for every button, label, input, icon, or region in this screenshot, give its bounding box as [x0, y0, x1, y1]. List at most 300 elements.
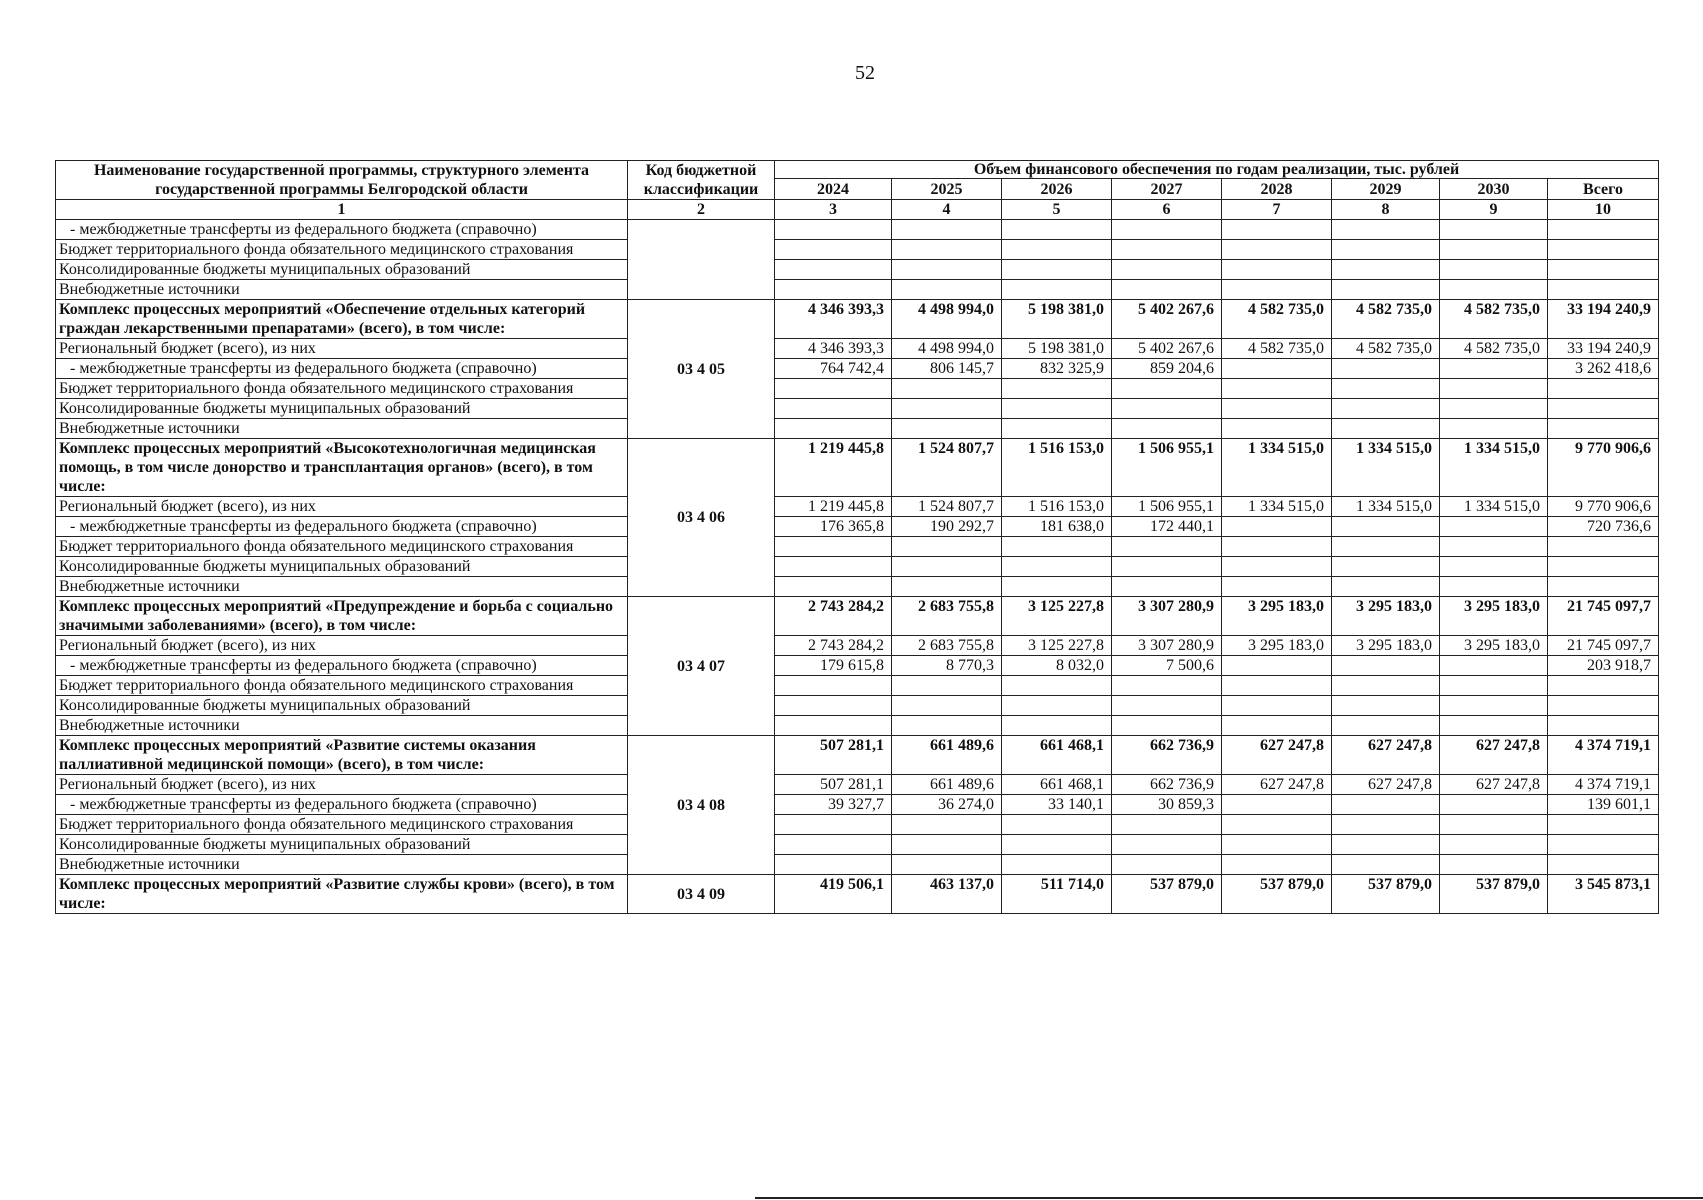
- value-cell: [1222, 557, 1332, 577]
- value-cell: [1332, 280, 1440, 300]
- value-cell: 1 334 515,0: [1222, 497, 1332, 517]
- value-cell: [1222, 716, 1332, 736]
- header-total: Всего: [1548, 179, 1659, 200]
- row-name: - межбюджетные трансферты из федерального бюджета (справочно): [56, 220, 628, 240]
- value-cell: [892, 815, 1002, 835]
- value-cell: 537 879,0: [1440, 875, 1548, 914]
- value-cell: [1002, 855, 1112, 875]
- value-cell: 1 334 515,0: [1440, 497, 1548, 517]
- table-row-program: [56, 439, 1659, 497]
- value-cell: 5 402 267,6: [1112, 300, 1222, 339]
- value-cell: [1112, 696, 1222, 716]
- value-cell: 661 468,1: [1002, 736, 1112, 775]
- table-header: [56, 161, 1659, 220]
- total-cell: 4 374 719,1: [1548, 736, 1659, 775]
- header-year: 2027: [1112, 179, 1222, 200]
- table-row: [56, 359, 1659, 379]
- value-cell: 5 402 267,6: [1112, 339, 1222, 359]
- row-name: Комплекс процессных мероприятий «Развитие системы оказания паллиативной медицинской помощи» (всего), в том числе:: [56, 736, 628, 775]
- value-cell: 661 468,1: [1002, 775, 1112, 795]
- value-cell: 3 295 183,0: [1332, 597, 1440, 636]
- table-row: [56, 577, 1659, 597]
- value-cell: 4 498 994,0: [892, 339, 1002, 359]
- value-cell: [1002, 379, 1112, 399]
- value-cell: [1332, 557, 1440, 577]
- column-number: 9: [1440, 200, 1548, 220]
- value-cell: [1440, 399, 1548, 419]
- header-volume: Объем финансового обеспечения по годам реализации, тыс. рублей: [775, 161, 1659, 179]
- total-cell: 203 918,7: [1548, 656, 1659, 676]
- value-cell: [1222, 577, 1332, 597]
- value-cell: [1222, 835, 1332, 855]
- row-name: Бюджет территориального фонда обязательного медицинского страхования: [56, 676, 628, 696]
- value-cell: 4 582 735,0: [1332, 300, 1440, 339]
- column-number: 7: [1222, 200, 1332, 220]
- budget-code: 03 4 09: [628, 875, 775, 914]
- value-cell: [1002, 835, 1112, 855]
- total-cell: [1548, 379, 1659, 399]
- total-cell: [1548, 240, 1659, 260]
- value-cell: [1440, 557, 1548, 577]
- value-cell: [1440, 220, 1548, 240]
- table-row: [56, 815, 1659, 835]
- value-cell: [892, 855, 1002, 875]
- value-cell: 190 292,7: [892, 517, 1002, 537]
- value-cell: 3 307 280,9: [1112, 597, 1222, 636]
- value-cell: 8 770,3: [892, 656, 1002, 676]
- row-name: Бюджет территориального фонда обязательного медицинского страхования: [56, 537, 628, 557]
- row-name: Бюджет территориального фонда обязательного медицинского страхования: [56, 240, 628, 260]
- column-number: 8: [1332, 200, 1440, 220]
- value-cell: [1440, 815, 1548, 835]
- row-name: Консолидированные бюджеты муниципальных образований: [56, 835, 628, 855]
- value-cell: [1222, 260, 1332, 280]
- value-cell: 627 247,8: [1440, 736, 1548, 775]
- table-row: [56, 696, 1659, 716]
- total-cell: [1548, 557, 1659, 577]
- column-number: 6: [1112, 200, 1222, 220]
- value-cell: 1 516 153,0: [1002, 439, 1112, 497]
- value-cell: [892, 716, 1002, 736]
- value-cell: [1002, 696, 1112, 716]
- value-cell: 537 879,0: [1222, 875, 1332, 914]
- total-cell: [1548, 577, 1659, 597]
- table-row: [56, 676, 1659, 696]
- table-row: [56, 379, 1659, 399]
- total-cell: [1548, 676, 1659, 696]
- value-cell: 4 582 735,0: [1332, 339, 1440, 359]
- table-row: [56, 497, 1659, 517]
- value-cell: [775, 537, 892, 557]
- value-cell: [1222, 280, 1332, 300]
- value-cell: 627 247,8: [1222, 775, 1332, 795]
- value-cell: [1222, 240, 1332, 260]
- budget-code: 03 4 06: [628, 439, 775, 597]
- value-cell: [1332, 517, 1440, 537]
- total-cell: [1548, 855, 1659, 875]
- row-name: Внебюджетные источники: [56, 280, 628, 300]
- value-cell: 463 137,0: [892, 875, 1002, 914]
- total-cell: 21 745 097,7: [1548, 636, 1659, 656]
- row-name: Консолидированные бюджеты муниципальных образований: [56, 399, 628, 419]
- value-cell: [775, 855, 892, 875]
- value-cell: 764 742,4: [775, 359, 892, 379]
- value-cell: [1002, 577, 1112, 597]
- value-cell: 4 498 994,0: [892, 300, 1002, 339]
- table-row: [56, 775, 1659, 795]
- value-cell: 537 879,0: [1112, 875, 1222, 914]
- header-code: Код бюджетной классификации: [628, 161, 775, 200]
- table-row: [56, 716, 1659, 736]
- value-cell: [1222, 676, 1332, 696]
- value-cell: 3 295 183,0: [1222, 597, 1332, 636]
- value-cell: [1002, 815, 1112, 835]
- value-cell: [1332, 240, 1440, 260]
- total-cell: 139 601,1: [1548, 795, 1659, 815]
- value-cell: [775, 419, 892, 439]
- value-cell: [1112, 855, 1222, 875]
- value-cell: 7 500,6: [1112, 656, 1222, 676]
- total-cell: [1548, 220, 1659, 240]
- value-cell: 806 145,7: [892, 359, 1002, 379]
- value-cell: [775, 696, 892, 716]
- value-cell: [892, 379, 1002, 399]
- column-number: 10: [1548, 200, 1659, 220]
- value-cell: [1002, 676, 1112, 696]
- table-row: [56, 260, 1659, 280]
- value-cell: [1002, 280, 1112, 300]
- value-cell: 511 714,0: [1002, 875, 1112, 914]
- value-cell: [1332, 835, 1440, 855]
- row-name: Комплекс процессных мероприятий «Высокотехнологичная медицинская помощь, в том числе донорство и трансплантация органов» (всего), в том числе:: [56, 439, 628, 497]
- value-cell: [1002, 716, 1112, 736]
- value-cell: 1 334 515,0: [1332, 497, 1440, 517]
- total-cell: [1548, 399, 1659, 419]
- value-cell: [1440, 855, 1548, 875]
- row-name: Комплекс процессных мероприятий «Развитие службы крови» (всего), в том числе:: [56, 875, 628, 914]
- value-cell: 2 743 284,2: [775, 597, 892, 636]
- header-year: 2028: [1222, 179, 1332, 200]
- value-cell: [1222, 795, 1332, 815]
- total-cell: [1548, 696, 1659, 716]
- value-cell: 1 524 807,7: [892, 439, 1002, 497]
- value-cell: [892, 577, 1002, 597]
- value-cell: [1112, 557, 1222, 577]
- value-cell: 4 582 735,0: [1440, 339, 1548, 359]
- value-cell: [775, 557, 892, 577]
- value-cell: [892, 537, 1002, 557]
- value-cell: 662 736,9: [1112, 775, 1222, 795]
- value-cell: [1002, 537, 1112, 557]
- value-cell: [1222, 656, 1332, 676]
- row-name: - межбюджетные трансферты из федерального бюджета (справочно): [56, 517, 628, 537]
- table-row: [56, 795, 1659, 815]
- value-cell: [1332, 577, 1440, 597]
- value-cell: [775, 220, 892, 240]
- value-cell: 33 140,1: [1002, 795, 1112, 815]
- value-cell: 3 307 280,9: [1112, 636, 1222, 656]
- value-cell: 181 638,0: [1002, 517, 1112, 537]
- value-cell: [1440, 676, 1548, 696]
- value-cell: [1332, 379, 1440, 399]
- value-cell: 4 582 735,0: [1440, 300, 1548, 339]
- row-name: Внебюджетные источники: [56, 577, 628, 597]
- value-cell: [1002, 399, 1112, 419]
- value-cell: 627 247,8: [1440, 775, 1548, 795]
- total-cell: [1548, 537, 1659, 557]
- value-cell: [892, 419, 1002, 439]
- column-number: 4: [892, 200, 1002, 220]
- value-cell: [1332, 656, 1440, 676]
- value-cell: [892, 676, 1002, 696]
- value-cell: 3 295 183,0: [1222, 636, 1332, 656]
- value-cell: [1440, 240, 1548, 260]
- value-cell: [1440, 537, 1548, 557]
- value-cell: 3 125 227,8: [1002, 597, 1112, 636]
- table-row: [56, 339, 1659, 359]
- value-cell: 5 198 381,0: [1002, 339, 1112, 359]
- value-cell: 1 506 955,1: [1112, 497, 1222, 517]
- table-row-program: [56, 597, 1659, 636]
- value-cell: [892, 220, 1002, 240]
- row-name: Консолидированные бюджеты муниципальных образований: [56, 557, 628, 577]
- value-cell: 661 489,6: [892, 736, 1002, 775]
- value-cell: 627 247,8: [1332, 775, 1440, 795]
- total-cell: 3 262 418,6: [1548, 359, 1659, 379]
- table-row: [56, 517, 1659, 537]
- value-cell: [1222, 399, 1332, 419]
- value-cell: [1440, 379, 1548, 399]
- budget-code: 03 4 05: [628, 300, 775, 439]
- row-name: Внебюджетные источники: [56, 419, 628, 439]
- value-cell: [1440, 696, 1548, 716]
- page-number: 52: [855, 62, 875, 84]
- header-year: 2026: [1002, 179, 1112, 200]
- total-cell: [1548, 260, 1659, 280]
- value-cell: [1332, 716, 1440, 736]
- value-cell: 1 334 515,0: [1222, 439, 1332, 497]
- value-cell: [1222, 419, 1332, 439]
- value-cell: [892, 280, 1002, 300]
- budget-code: 03 4 07: [628, 597, 775, 736]
- header-year: 2025: [892, 179, 1002, 200]
- table-row-program: [56, 736, 1659, 775]
- value-cell: 507 281,1: [775, 775, 892, 795]
- value-cell: [1440, 577, 1548, 597]
- value-cell: [1332, 855, 1440, 875]
- value-cell: [1440, 835, 1548, 855]
- value-cell: 627 247,8: [1332, 736, 1440, 775]
- value-cell: 3 295 183,0: [1332, 636, 1440, 656]
- value-cell: [892, 696, 1002, 716]
- row-name: - межбюджетные трансферты из федерального бюджета (справочно): [56, 795, 628, 815]
- value-cell: [1002, 260, 1112, 280]
- value-cell: 39 327,7: [775, 795, 892, 815]
- value-cell: [1440, 716, 1548, 736]
- column-number: 3: [775, 200, 892, 220]
- value-cell: 2 683 755,8: [892, 597, 1002, 636]
- value-cell: [1002, 240, 1112, 260]
- table-body: [56, 220, 1659, 914]
- value-cell: 537 879,0: [1332, 875, 1440, 914]
- column-number: 2: [628, 200, 775, 220]
- total-cell: 9 770 906,6: [1548, 497, 1659, 517]
- header-year: 2029: [1332, 179, 1440, 200]
- value-cell: [1112, 260, 1222, 280]
- table-row: [56, 280, 1659, 300]
- value-cell: [775, 716, 892, 736]
- value-cell: [892, 557, 1002, 577]
- value-cell: [1112, 537, 1222, 557]
- value-cell: 662 736,9: [1112, 736, 1222, 775]
- value-cell: 1 516 153,0: [1002, 497, 1112, 517]
- row-name: Внебюджетные источники: [56, 855, 628, 875]
- value-cell: [1332, 696, 1440, 716]
- table-row: [56, 240, 1659, 260]
- table-row: [56, 537, 1659, 557]
- budget-table-container: [55, 160, 1658, 914]
- value-cell: 1 219 445,8: [775, 439, 892, 497]
- value-cell: [1332, 815, 1440, 835]
- value-cell: [1222, 359, 1332, 379]
- value-cell: 2 743 284,2: [775, 636, 892, 656]
- value-cell: [1440, 419, 1548, 439]
- value-cell: [1112, 419, 1222, 439]
- value-cell: [1112, 280, 1222, 300]
- value-cell: [1222, 220, 1332, 240]
- value-cell: [1112, 835, 1222, 855]
- total-cell: 3 545 873,1: [1548, 875, 1659, 914]
- value-cell: [1440, 656, 1548, 676]
- table-row: [56, 835, 1659, 855]
- value-cell: [1002, 557, 1112, 577]
- budget-code: [628, 220, 775, 300]
- value-cell: [1112, 815, 1222, 835]
- value-cell: [892, 835, 1002, 855]
- value-cell: 5 198 381,0: [1002, 300, 1112, 339]
- total-cell: 9 770 906,6: [1548, 439, 1659, 497]
- value-cell: 661 489,6: [892, 775, 1002, 795]
- total-cell: [1548, 716, 1659, 736]
- row-name: Региональный бюджет (всего), из них: [56, 339, 628, 359]
- value-cell: [892, 260, 1002, 280]
- row-name: Бюджет территориального фонда обязательного медицинского страхования: [56, 379, 628, 399]
- value-cell: [1222, 855, 1332, 875]
- value-cell: [1112, 220, 1222, 240]
- value-cell: 1 334 515,0: [1440, 439, 1548, 497]
- value-cell: 4 346 393,3: [775, 339, 892, 359]
- row-name: Региональный бюджет (всего), из них: [56, 775, 628, 795]
- total-cell: 21 745 097,7: [1548, 597, 1659, 636]
- table-row: [56, 419, 1659, 439]
- row-name: Комплекс процессных мероприятий «Предупреждение и борьба с социально значимыми заболеваниями» (всего), в том числе:: [56, 597, 628, 636]
- value-cell: [1332, 220, 1440, 240]
- value-cell: 3 295 183,0: [1440, 597, 1548, 636]
- table-row: [56, 656, 1659, 676]
- value-cell: [1222, 537, 1332, 557]
- row-name: - межбюджетные трансферты из федерального бюджета (справочно): [56, 656, 628, 676]
- total-cell: 720 736,6: [1548, 517, 1659, 537]
- value-cell: [1332, 419, 1440, 439]
- total-cell: 4 374 719,1: [1548, 775, 1659, 795]
- value-cell: 1 524 807,7: [892, 497, 1002, 517]
- value-cell: [775, 835, 892, 855]
- value-cell: [1222, 517, 1332, 537]
- column-numbers-row: [56, 200, 1659, 220]
- total-cell: [1548, 419, 1659, 439]
- value-cell: [1440, 517, 1548, 537]
- total-cell: 33 194 240,9: [1548, 300, 1659, 339]
- value-cell: [1332, 537, 1440, 557]
- value-cell: 859 204,6: [1112, 359, 1222, 379]
- row-name: Региональный бюджет (всего), из них: [56, 636, 628, 656]
- value-cell: [892, 399, 1002, 419]
- value-cell: [1112, 240, 1222, 260]
- header-name: Наименование государственной программы, структурного элемента государственной программы Белгородской области: [56, 161, 628, 200]
- value-cell: 36 274,0: [892, 795, 1002, 815]
- budget-code: 03 4 08: [628, 736, 775, 875]
- table-row: [56, 557, 1659, 577]
- row-name: Внебюджетные источники: [56, 716, 628, 736]
- value-cell: [1440, 260, 1548, 280]
- value-cell: 4 582 735,0: [1222, 300, 1332, 339]
- value-cell: [775, 379, 892, 399]
- value-cell: [1332, 676, 1440, 696]
- value-cell: [775, 399, 892, 419]
- row-name: Региональный бюджет (всего), из них: [56, 497, 628, 517]
- table-row-program: [56, 875, 1659, 914]
- value-cell: 3 125 227,8: [1002, 636, 1112, 656]
- value-cell: 832 325,9: [1002, 359, 1112, 379]
- value-cell: 1 334 515,0: [1332, 439, 1440, 497]
- budget-table: [55, 160, 1659, 914]
- table-row: [56, 220, 1659, 240]
- table-row: [56, 636, 1659, 656]
- column-number: 5: [1002, 200, 1112, 220]
- row-name: Бюджет территориального фонда обязательного медицинского страхования: [56, 815, 628, 835]
- value-cell: [1332, 399, 1440, 419]
- value-cell: 4 346 393,3: [775, 300, 892, 339]
- total-cell: [1548, 280, 1659, 300]
- row-name: Консолидированные бюджеты муниципальных образований: [56, 260, 628, 280]
- value-cell: [775, 280, 892, 300]
- value-cell: [1112, 577, 1222, 597]
- table-row: [56, 855, 1659, 875]
- value-cell: [1112, 716, 1222, 736]
- value-cell: [1002, 220, 1112, 240]
- value-cell: 1 506 955,1: [1112, 439, 1222, 497]
- value-cell: 172 440,1: [1112, 517, 1222, 537]
- value-cell: [1440, 359, 1548, 379]
- value-cell: 2 683 755,8: [892, 636, 1002, 656]
- value-cell: 3 295 183,0: [1440, 636, 1548, 656]
- header-year: 2024: [775, 179, 892, 200]
- value-cell: [1112, 676, 1222, 696]
- value-cell: [1440, 795, 1548, 815]
- row-name: - межбюджетные трансферты из федерального бюджета (справочно): [56, 359, 628, 379]
- value-cell: 8 032,0: [1002, 656, 1112, 676]
- value-cell: [1002, 419, 1112, 439]
- value-cell: [775, 676, 892, 696]
- value-cell: [1440, 280, 1548, 300]
- value-cell: 1 219 445,8: [775, 497, 892, 517]
- table-row: [56, 399, 1659, 419]
- value-cell: [775, 577, 892, 597]
- value-cell: [1112, 399, 1222, 419]
- value-cell: [775, 260, 892, 280]
- total-cell: 33 194 240,9: [1548, 339, 1659, 359]
- header-year: 2030: [1440, 179, 1548, 200]
